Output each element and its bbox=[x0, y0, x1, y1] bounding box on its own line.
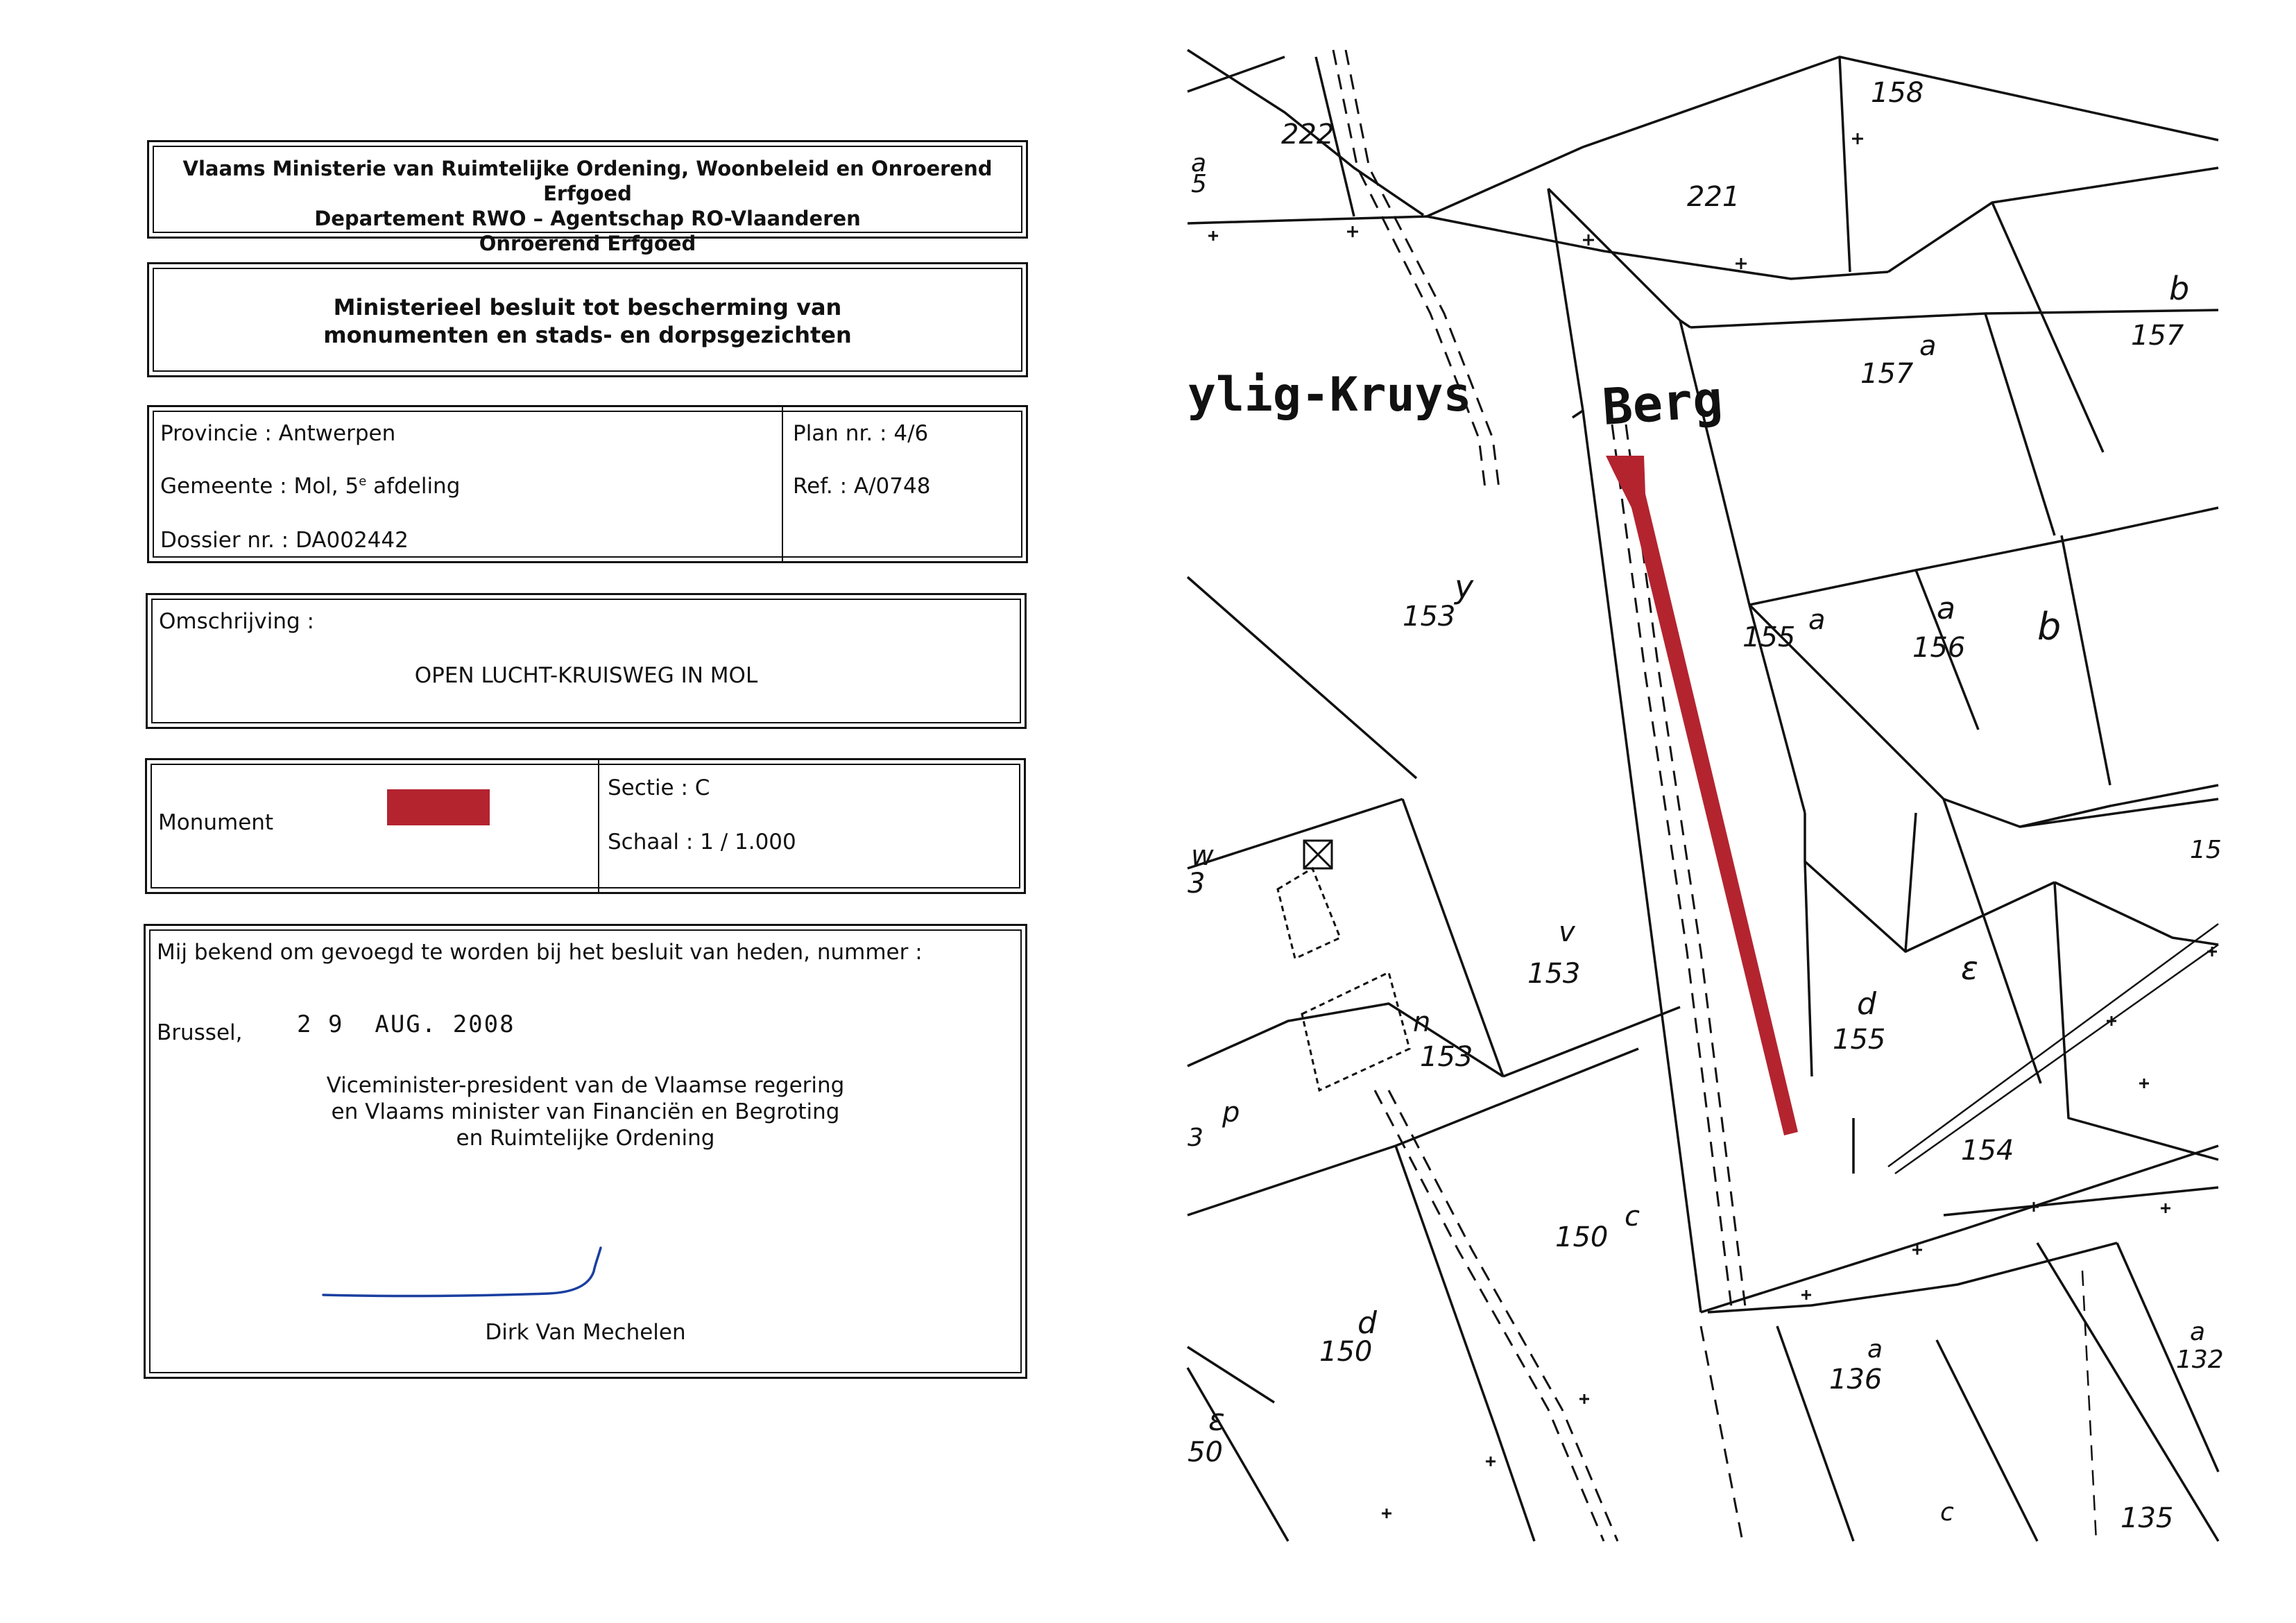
file-info-box bbox=[147, 405, 1028, 563]
monument-legend-label: Monument bbox=[158, 810, 274, 835]
parcel-label-153n-letter: n bbox=[1413, 1006, 1431, 1038]
legend-divider bbox=[598, 760, 599, 892]
parcel-label-c: c bbox=[1940, 1498, 1954, 1527]
parcel-label-150d-number: 150 bbox=[1319, 1336, 1373, 1368]
monument-legend-swatch bbox=[387, 789, 490, 825]
parcel-label-153y-number: 153 bbox=[1403, 601, 1456, 633]
ministry-header-box bbox=[147, 140, 1028, 255]
parcel-label-a5-letter: a bbox=[1191, 149, 1207, 178]
parcel-label-150c-letter: c bbox=[1625, 1201, 1640, 1233]
cadastral-map bbox=[1188, 50, 2224, 1541]
parcel-label-a5-number: 5 bbox=[1191, 170, 1207, 198]
parcel-label-3-lower: 3 bbox=[1188, 1124, 1203, 1152]
parcel-label-221: 221 bbox=[1687, 181, 1740, 213]
parcel-label-153v-number: 153 bbox=[1527, 958, 1581, 990]
parcel-label-156a-number: 156 bbox=[1912, 632, 1966, 664]
parcel-label-153v-letter: v bbox=[1559, 916, 1575, 948]
acknowledgement-text: Mij bekend om gevoegd te worden bij het besluit van heden, nummer : bbox=[157, 940, 923, 965]
decree-title-box bbox=[147, 262, 1028, 377]
sectie-field: Sectie : C bbox=[608, 775, 710, 800]
building-footprints bbox=[1278, 868, 1410, 1090]
signing-place: Brussel, bbox=[157, 1020, 243, 1045]
plan-number-field: Plan nr. : 4/6 bbox=[793, 421, 929, 446]
reference-field: Ref. : A/0748 bbox=[793, 474, 931, 499]
handwritten-signature bbox=[319, 1231, 652, 1307]
provincie-field: Provincie : Antwerpen bbox=[160, 421, 396, 446]
parcel-label-155a-letter: a bbox=[1808, 604, 1826, 636]
parcel-label-50-letter: ε bbox=[1208, 1402, 1225, 1438]
parcel-label-135: 135 bbox=[2121, 1502, 2174, 1534]
parcel-label-132a-letter: a bbox=[2190, 1318, 2206, 1346]
file-info-divider bbox=[782, 407, 783, 561]
parcel-label-15: 15 bbox=[2190, 836, 2222, 864]
parcel-label-157b-number: 157 bbox=[2131, 320, 2184, 352]
parcel-label-158: 158 bbox=[1871, 77, 1924, 109]
gemeente-prefix: Gemeente : Mol, 5 bbox=[160, 474, 359, 499]
parcel-label-154: 154 bbox=[1961, 1135, 2014, 1167]
parcel-label-150d-letter: d bbox=[1357, 1305, 1377, 1341]
legend-box bbox=[145, 758, 1026, 894]
description-label: Omschrijving : bbox=[159, 609, 314, 634]
gemeente-field bbox=[160, 474, 460, 499]
parcel-label-50-number: 50 bbox=[1188, 1436, 1223, 1468]
description-box bbox=[146, 593, 1027, 729]
parcel-label-136a-letter: a bbox=[1867, 1335, 1883, 1364]
signer-name: Dirk Van Mechelen bbox=[485, 1320, 686, 1345]
date-stamp: 2 9 AUG. 2008 bbox=[297, 1011, 515, 1038]
parcel-label-3: 3 bbox=[1188, 868, 1206, 900]
monument-highlight bbox=[1606, 456, 1798, 1135]
parcel-label-b: b bbox=[2037, 605, 2062, 649]
gemeente-suffix: afdeling bbox=[366, 474, 461, 499]
parcel-label-136a-number: 136 bbox=[1829, 1364, 1883, 1396]
parcel-label-153n-number: 153 bbox=[1420, 1041, 1473, 1073]
parcel-label-157b-letter: b bbox=[2169, 270, 2190, 307]
dossier-field: Dossier nr. : DA002442 bbox=[160, 528, 409, 553]
parcel-label-w: w bbox=[1191, 840, 1214, 872]
parcel-label-153y-letter: y bbox=[1455, 568, 1474, 606]
signature-box bbox=[144, 924, 1027, 1379]
parcel-label-p: p bbox=[1222, 1097, 1240, 1128]
street-name-left: ylig-Kruys bbox=[1188, 368, 1472, 422]
building-cross bbox=[1304, 841, 1332, 868]
signer-role-line-2: en Vlaams minister van Financiën en Begroting bbox=[331, 1099, 840, 1124]
decree-title-line-2: monumenten en stads- en dorpsgezichten bbox=[323, 322, 852, 348]
parcel-label-155d-number: 155 bbox=[1833, 1024, 1886, 1056]
parcel-label-132a-number: 132 bbox=[2176, 1346, 2224, 1374]
parcel-label-155d-letter: d bbox=[1857, 986, 1876, 1022]
signer-role-line-3: en Ruimtelijke Ordening bbox=[456, 1126, 715, 1151]
ministry-line-2: Departement RWO – Agentschap RO-Vlaanderen bbox=[314, 207, 861, 230]
parcel-label-157a-letter: a bbox=[1919, 330, 1937, 362]
ministry-line-1: Vlaams Ministerie van Ruimtelijke Ordening, Woonbeleid en Onroerend Erfgoed bbox=[182, 157, 993, 205]
gemeente-sup: e bbox=[359, 474, 367, 489]
parcel-label-222: 222 bbox=[1281, 119, 1335, 151]
signer-role-line-1: Viceminister-president van de Vlaamse regering bbox=[326, 1073, 845, 1098]
cadastral-map-drawing bbox=[1188, 50, 2224, 1541]
ministry-line-3: Onroerend Erfgoed bbox=[479, 232, 696, 255]
parcel-label-150c-number: 150 bbox=[1555, 1221, 1609, 1253]
parcel-label-epsilon: ε bbox=[1961, 950, 1978, 987]
parcel-label-156a-letter: a bbox=[1937, 591, 1955, 626]
description-value: OPEN LUCHT-KRUISWEG IN MOL bbox=[414, 663, 758, 688]
parcel-label-155a-number: 155 bbox=[1742, 621, 1796, 653]
street-name-right: Berg bbox=[1600, 370, 1725, 436]
schaal-field: Schaal : 1 / 1.000 bbox=[608, 830, 796, 855]
parcel-label-157a-number: 157 bbox=[1860, 358, 1914, 390]
decree-title-line-1: Ministerieel besluit tot bescherming van bbox=[333, 294, 842, 320]
